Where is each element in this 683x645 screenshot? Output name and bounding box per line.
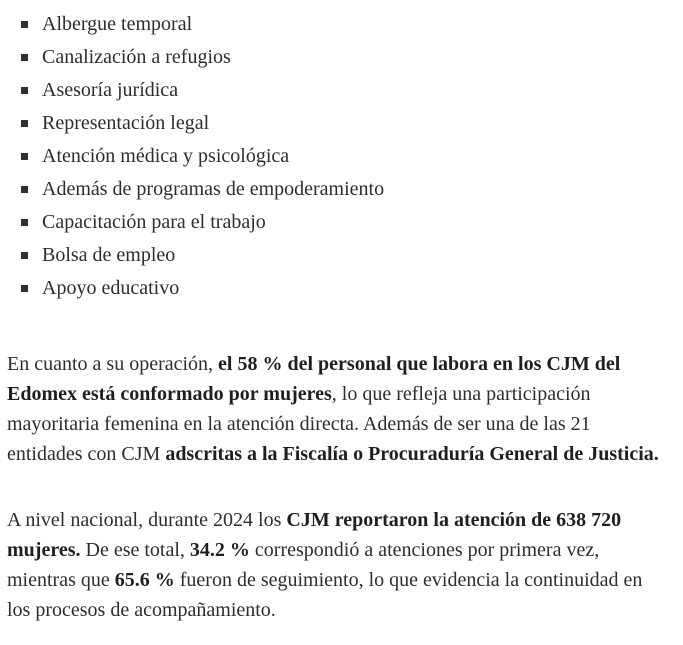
bold-text-segment: adscritas a la Fiscalía o Procuraduría General de Justicia. [165, 443, 659, 465]
text-segment: De ese total, [80, 539, 190, 561]
list-item-label: Albergue temporal [42, 13, 193, 35]
square-bullet-icon [21, 87, 28, 94]
list-item [42, 8, 669, 41]
list-item-label: Canalización a refugios [42, 46, 231, 68]
bold-text-segment: CJM reportaron la atención de 638 720 mujeres. [7, 509, 622, 561]
text-segment: , lo que refleja una participación mayoritaria femenina en la atención directa. Además de ser una de las 21 entidades con CJM [7, 383, 591, 465]
bold-text-segment: el 58 % del personal que labora en los CJM del Edomex está conformado por mujeres [7, 353, 621, 405]
square-bullet-icon [21, 285, 28, 292]
paragraph-national-stats [7, 505, 667, 625]
list-item-label: Además de programas de empoderamiento [42, 178, 385, 200]
service-list [7, 4, 669, 305]
square-bullet-icon [21, 186, 28, 193]
square-bullet-icon [21, 120, 28, 127]
square-bullet-icon [21, 54, 28, 61]
square-bullet-icon [21, 252, 28, 259]
list-item [42, 272, 669, 305]
text-segment: En cuanto a su operación, [7, 353, 219, 375]
text-segment: fueron de seguimiento, lo que evidencia la continuidad en los procesos de acompañamiento. [7, 569, 643, 621]
text-segment: A nivel nacional, durante 2024 los [7, 509, 287, 531]
list-item-label: Bolsa de empleo [42, 244, 176, 266]
list-item [42, 107, 669, 140]
list-item-label: Capacitación para el trabajo [42, 211, 266, 233]
paragraph-operation [7, 349, 667, 469]
list-item [42, 206, 669, 239]
list-item [42, 74, 669, 107]
square-bullet-icon [21, 21, 28, 28]
list-item [42, 173, 669, 206]
list-item [42, 140, 669, 173]
bold-text-segment: 34.2 % [189, 539, 250, 561]
square-bullet-icon [21, 219, 28, 226]
text-segment: correspondió a atenciones por primera vez, mientras que [7, 539, 600, 591]
square-bullet-icon [21, 153, 28, 160]
list-item [42, 239, 669, 272]
list-item-label: Apoyo educativo [42, 277, 180, 299]
list-item [42, 41, 669, 74]
list-item-label: Representación legal [42, 112, 210, 134]
list-item-label: Atención médica y psicológica [42, 145, 290, 167]
bold-text-segment: 65.6 % [114, 569, 175, 591]
list-item-label: Asesoría jurídica [42, 79, 179, 101]
